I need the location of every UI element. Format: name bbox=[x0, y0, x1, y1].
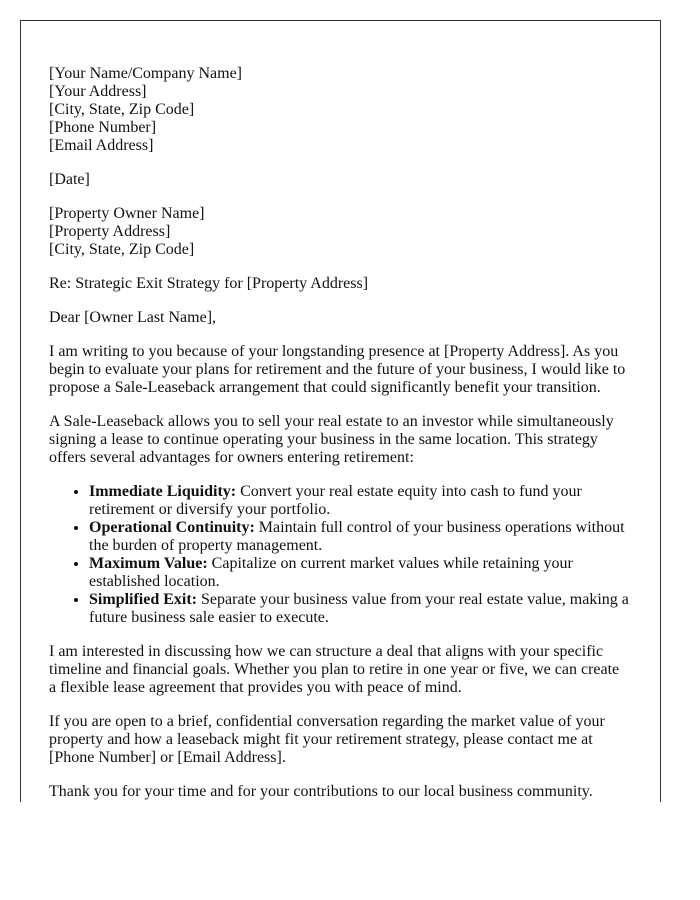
body-paragraph: If you are open to a brief, confidential conversation regarding the market value of your property and how a leaseback might fit your retirement strategy, please contact me at [Phone Number] or [Email Address]. bbox=[49, 713, 605, 766]
benefit-text: Capitalize on current market values while retaining your established location. bbox=[89, 555, 573, 590]
salutation: Dear [Owner Last Name], bbox=[49, 309, 217, 326]
sender-address-line: [Your Address] bbox=[49, 83, 147, 100]
list-item bbox=[89, 555, 630, 591]
list-item bbox=[89, 591, 630, 627]
benefit-title: Immediate Liquidity: bbox=[89, 483, 237, 500]
benefit-text: Maintain full control of your business operations without the burden of property management. bbox=[89, 519, 625, 554]
subject-line: Re: Strategic Exit Strategy for [Property Address] bbox=[49, 275, 369, 292]
benefit-text: Convert your real estate equity into cash to fund your retirement or diversify your portfolio. bbox=[89, 483, 582, 518]
benefit-title: Operational Continuity: bbox=[89, 519, 255, 536]
recipient-city-line: [City, State, Zip Code] bbox=[49, 241, 195, 258]
list-item bbox=[89, 519, 630, 555]
recipient-address-line: [Property Address] bbox=[49, 223, 171, 240]
benefit-title: Maximum Value: bbox=[89, 555, 208, 572]
body-paragraph: I am interested in discussing how we can structure a deal that aligns with your specific timeline and financial goals. Whether you plan to retire in one year or five, we can create a flexible lease agreement that provides you with peace of mind. bbox=[49, 643, 620, 696]
letter-page bbox=[20, 20, 661, 802]
sender-phone: [Phone Number] bbox=[49, 119, 157, 136]
benefits-list bbox=[49, 483, 630, 627]
list-item bbox=[89, 483, 630, 519]
recipient-name: [Property Owner Name] bbox=[49, 205, 205, 222]
benefit-text: Separate your business value from your real estate value, making a future business sale easier to execute. bbox=[89, 591, 629, 626]
sender-city-line: [City, State, Zip Code] bbox=[49, 101, 195, 118]
sender-name: [Your Name/Company Name] bbox=[49, 65, 243, 82]
body-paragraph: Thank you for your time and for your contributions to our local business community. bbox=[49, 783, 593, 800]
body-paragraph: I am writing to you because of your longstanding presence at [Property Address]. As you begin to evaluate your plans for retirement and the future of your business, I would like to propose a Sale-Leaseback arrangement that could significantly benefit your transition. bbox=[49, 343, 626, 396]
body-paragraph: A Sale-Leaseback allows you to sell your real estate to an investor while simultaneously signing a lease to continue operating your business in the same location. This strategy offers several advantages for owners entering retirement: bbox=[49, 413, 614, 466]
sender-email: [Email Address] bbox=[49, 137, 154, 154]
letter-date: [Date] bbox=[49, 171, 90, 188]
benefit-title: Simplified Exit: bbox=[89, 591, 198, 608]
